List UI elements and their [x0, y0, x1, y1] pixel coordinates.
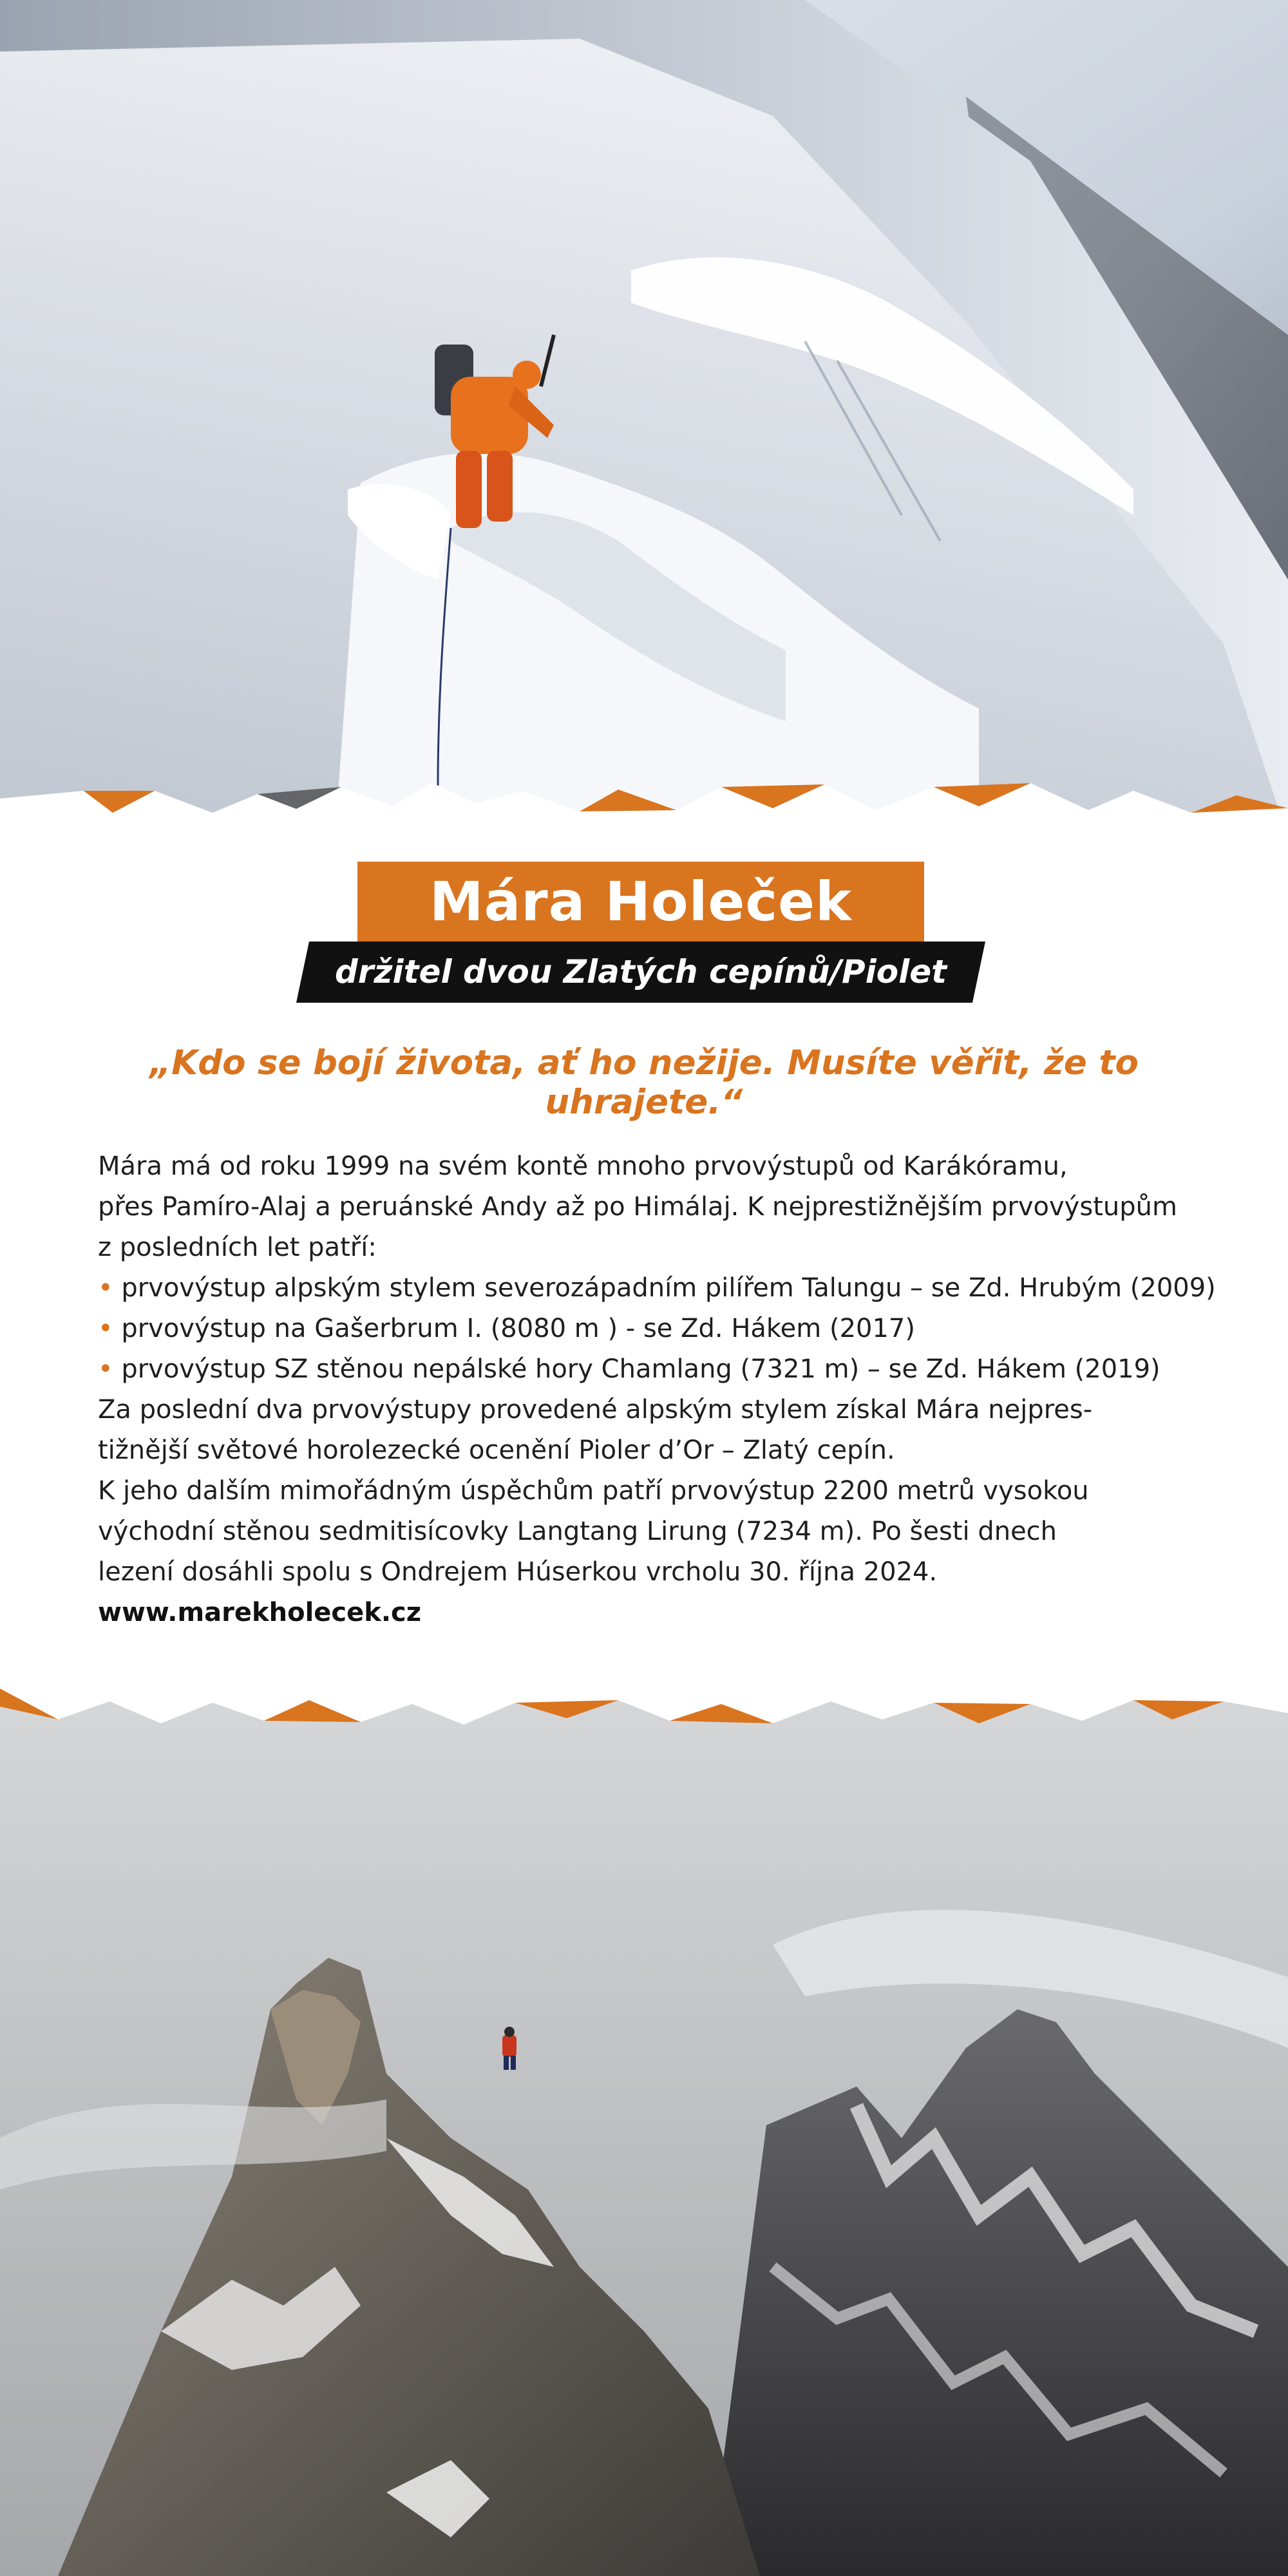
rocky-peaks-illustration — [0, 1687, 1288, 2576]
page-subtitle: držitel dvou Zlatých cepínů/Piolet d’Or — [334, 953, 947, 1052]
achievement-text: prvovýstup SZ stěnou nepálské hory Chamlang (7321 m) – se Zd. Hákem (2019) — [121, 1354, 1160, 1384]
subtitle-banner — [296, 942, 985, 1052]
award-line-1: Za poslední dva prvovýstupy provedené alpským stylem získal Mára nejpres- — [98, 1395, 1093, 1425]
name-banner — [357, 862, 924, 942]
list-item — [98, 1268, 1231, 1309]
bio-intro-line-3: z posledních let patří: — [98, 1233, 377, 1262]
website-link[interactable]: www.marekholecek.cz — [98, 1598, 422, 1627]
achievement-text: prvovýstup na Gašerbrum I. (8080 m ) - se Zd. Hákem (2017) — [121, 1314, 915, 1343]
list-item — [98, 1349, 1231, 1390]
bottom-photo-rocky-peaks — [0, 1687, 1288, 2576]
top-photo-climber-snow-ridge — [0, 0, 1288, 837]
list-item — [98, 1309, 1231, 1349]
page-title: Mára Holeček — [429, 870, 853, 933]
bio-intro-line-1: Mára má od roku 1999 na svém kontě mnoho prvovýstupů od Karákóramu, — [98, 1151, 1068, 1181]
bullet-icon: • — [98, 1314, 113, 1343]
recent-line-3: lezení dosáhli spolu s Ondrejem Húserkou vrcholu 30. října 2024. — [98, 1557, 938, 1587]
quote-text: „Kdo se bojí života, ať ho nežije. Musíte věřit, že to uhrajete.“ — [149, 1043, 1139, 1122]
snow-ridge-illustration — [0, 0, 1288, 837]
bio-intro-line-2: přes Pamíro-Alaj a peruánské Andy až po Himálaj. K nejprestižnějším prvovýstupům — [98, 1192, 1177, 1222]
award-line-2: tižnější světové horolezecké ocenění Pioler d’Or – Zlatý cepín. — [98, 1435, 895, 1465]
bullet-icon: • — [98, 1273, 113, 1303]
recent-line-2: východní stěnou sedmitisícovky Langtang Lirung (7234 m). Po šesti dnech — [98, 1517, 1057, 1546]
bullet-icon: • — [98, 1354, 113, 1384]
bio-text — [98, 1146, 1231, 1633]
achievements-list — [98, 1268, 1231, 1390]
achievement-text: prvovýstup alpským stylem severozápadním pilířem Talungu – se Zd. Hrubým (2009) — [121, 1273, 1216, 1303]
recent-line-1: K jeho dalším mimořádným úspěchům patří prvovýstup 2200 metrů vysokou — [98, 1476, 1089, 1506]
